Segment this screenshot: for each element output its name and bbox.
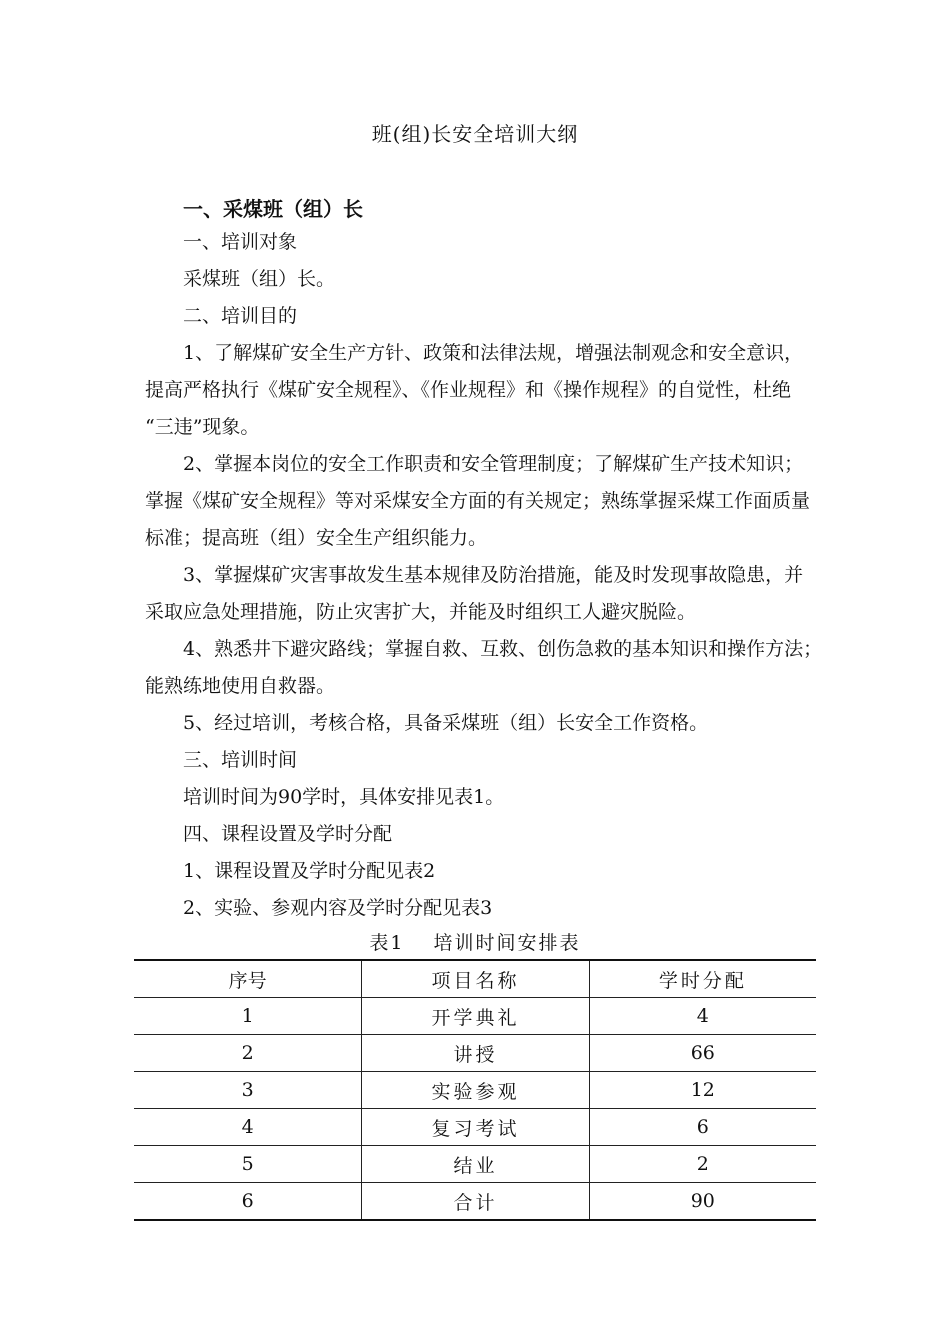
goal1-line2: 提高严格执行《煤矿安全规程》、《作业规程》和《操作规程》的自觉性，杜绝 <box>145 379 792 401</box>
table-header-row <box>134 960 816 998</box>
header-hours: 学时分配 <box>589 960 816 998</box>
paragraph-target: 采煤班（组）长。 <box>183 268 336 290</box>
cell-hours: 2 <box>589 1146 816 1183</box>
goal4-line2: 能熟练地使用自救器。 <box>145 675 336 697</box>
cell-serial: 4 <box>134 1109 362 1146</box>
goal5-line: 5、经过培训，考核合格，具备采煤班（组）长安全工作资格。 <box>183 712 709 734</box>
cell-serial: 3 <box>134 1072 362 1109</box>
cell-hours: 4 <box>589 998 816 1035</box>
cell-hours: 12 <box>589 1072 816 1109</box>
goal2-line3: 标准；提高班（组）安全生产组织能力。 <box>145 527 488 549</box>
table-row <box>134 1146 816 1183</box>
subheading-goal: 二、培训目的 <box>183 305 298 327</box>
table-row <box>134 1072 816 1109</box>
cell-serial: 5 <box>134 1146 362 1183</box>
goal2-line1: 2、掌握本岗位的安全工作职责和安全管理制度；了解煤矿生产技术知识； <box>183 453 804 475</box>
cell-hours: 90 <box>589 1183 816 1221</box>
table-row <box>134 998 816 1035</box>
goal1-line3: “三违”现象。 <box>145 416 260 438</box>
cell-item-name: 开学典礼 <box>362 998 589 1035</box>
cell-serial: 2 <box>134 1035 362 1072</box>
course-item-2: 2、实验、参观内容及学时分配见表3 <box>183 897 493 919</box>
document-title: 班(组)长安全培训大纲 <box>371 122 579 146</box>
goal3-line2: 采取应急处理措施，防止灾害扩大，并能及时组织工人避灾脱险。 <box>145 601 697 623</box>
cell-item-name: 结业 <box>362 1146 589 1183</box>
subheading-target: 一、培训对象 <box>183 231 298 253</box>
subheading-course: 四、课程设置及学时分配 <box>183 823 393 845</box>
table-row <box>134 1109 816 1146</box>
table-row <box>134 1183 816 1221</box>
subheading-time: 三、培训时间 <box>183 749 298 771</box>
cell-item-name: 合计 <box>362 1183 589 1221</box>
cell-hours: 66 <box>589 1035 816 1072</box>
cell-serial: 1 <box>134 998 362 1035</box>
goal1-line1: 1、了解煤矿安全生产方针、政策和法律法规，增强法制观念和安全意识， <box>183 342 804 364</box>
cell-item-name: 复习考试 <box>362 1109 589 1146</box>
header-serial: 序号 <box>134 960 362 998</box>
goal3-line1: 3、掌握煤矿灾害事故发生基本规律及防治措施，能及时发现事故隐患，并 <box>183 564 804 586</box>
course-item-1: 1、课程设置及学时分配见表2 <box>183 860 436 882</box>
cell-item-name: 讲授 <box>362 1035 589 1072</box>
table-caption: 表1 培训时间安排表 <box>369 932 581 954</box>
cell-serial: 6 <box>134 1183 362 1221</box>
section-heading: 一、采煤班（组）长 <box>183 197 363 221</box>
paragraph-time: 培训时间为90学时，具体安排见表1。 <box>183 786 505 808</box>
goal2-line2: 掌握《煤矿安全规程》等对采煤安全方面的有关规定；熟练掌握采煤工作面质量 <box>145 490 811 512</box>
header-item-name: 项目名称 <box>362 960 589 998</box>
goal4-line1: 4、熟悉井下避灾路线；掌握自救、互救、创伤急救的基本知识和操作方法； <box>183 638 823 660</box>
cell-hours: 6 <box>589 1109 816 1146</box>
cell-item-name: 实验参观 <box>362 1072 589 1109</box>
table-row <box>134 1035 816 1072</box>
training-hours-table <box>134 959 816 1221</box>
